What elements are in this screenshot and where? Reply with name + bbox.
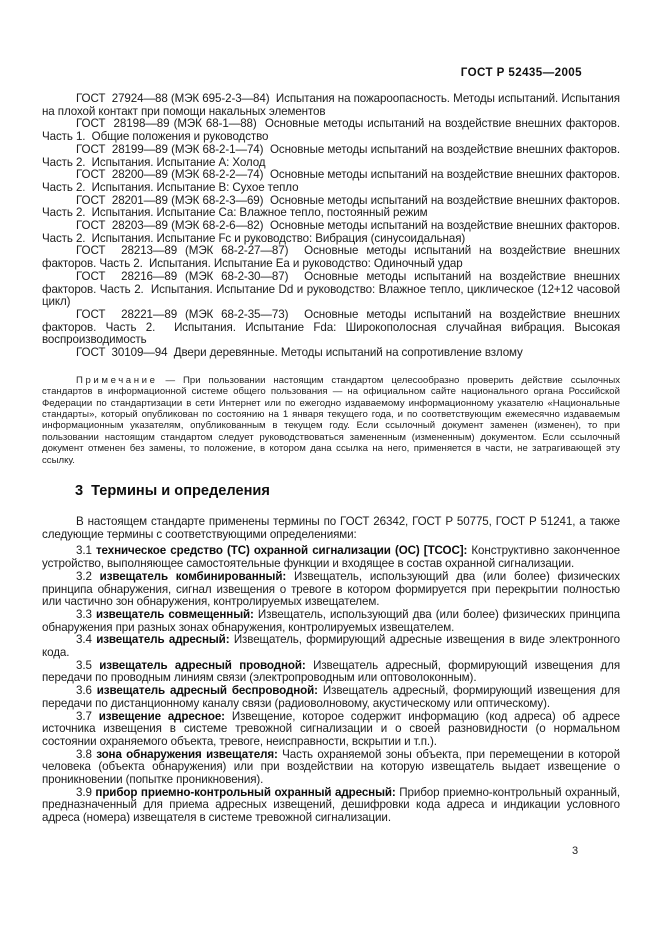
term-number: 3.5 [76,658,92,672]
term-number: 3.6 [76,684,92,698]
term-item [42,609,620,634]
reference-item: ГОСТ 28216—89 (МЭК 68-2-30—87) Основные методы испытаний на воздействие внешних факторов. Часть 2. Испытания. Испытание Dd и руководство: Влажное тепло, циклическое (12+12 часовой цикл) [42,269,620,309]
term-item [42,634,620,659]
running-header: ГОСТ Р 52435—2005 [460,66,582,79]
term-item [42,749,620,787]
term-item [42,660,620,685]
term-number: 3.8 [76,747,92,761]
reference-item: ГОСТ 28201—89 (МЭК 68-2-3—69) Основные методы испытаний на воздействие внешних факторов. Часть 2. Испытания. Испытание Са: Влажное тепло, постоянный режим [42,193,620,220]
term-item [42,787,620,825]
page-number: 3 [572,845,579,857]
term-number: 3.4 [76,633,92,647]
term-name: зона обнаружения извещателя: [96,747,278,761]
note-label: Примечание [76,374,158,386]
terms-intro: В настоящем стандарте применены термины по ГОСТ 26342, ГОСТ Р 50775, ГОСТ Р 51241, а также следующие термины с соответствующими определениями: [42,515,620,541]
reference-item: ГОСТ 28221—89 (МЭК 68-2-35—73) Основные методы испытаний на воздействие внешних факторов. Часть 2. Испытания. Испытание Fda: Широкополосная случайная вибрация. Высокая воспроизводимость [42,307,620,347]
term-item [42,711,620,749]
reference-item: ГОСТ 28200—89 (МЭК 68-2-2—74) Основные методы испытаний на воздействие внешних факторов. Часть 2. Испытания. Испытание В: Сухое тепло [42,168,620,194]
term-definition: Извещатель адресный, формирующий извещения для передачи по проводным линиям связи (электропроводным или оптоволоконным). [42,658,621,685]
section-heading [42,482,620,501]
note-text: — При пользовании настоящим стандартом целесообразно проверить действие ссылочных стандартов в информационной системе общего пользования — на официальном сайте национального органа Российской Федерации по стандартизации в сети Интернет или по ежегодно издаваемому информационному указателю «Национальные стандарты», который опубликован по состоянию на 1 января текущего года, и по соответствующим ежемесячно издаваемым информационным указателям, опубликованным в текущем году. Если ссылочный документ заменен (изменен), то при пользовании настоящим стандартом следует руководствоваться замененным (измененным) документом. Если ссылочный документ отменен без замены, то положение, в котором дана ссылка на него, применяется в части, не затрагивающей эту ссылку. [42,374,621,466]
reference-item: ГОСТ 28213—89 (МЭК 68-2-27—87) Основные методы испытаний на воздействие внешних факторов. Часть 2. Испытания. Испытание Еа и руководство: Одиночный удар [42,244,620,271]
term-definition: Извещатель, формирующий адресные извещения в виде электронного кода. [42,633,620,660]
term-name: извещатель адресный: [96,633,230,647]
term-definition: Извещение, которое содержит информацию (код адреса) об адресе источника извещения в системе тревожной сигнализации и о своей разновидности (о нормальном состоянии охраняемого объекта, тревоге, неисправности, вскрытии и т.п.). [42,709,621,748]
section-title: Термины и определения [91,483,270,500]
reference-item: ГОСТ 30109—94 Двери деревянные. Методы испытаний на сопротивление взлому [76,346,523,360]
note-paragraph [42,375,620,466]
reference-item: ГОСТ 27924—88 (МЭК 695-2-3—84) Испытания на пожароопасность. Методы испытаний. Испытания на плохой контакт при помощи накальных элементов [42,92,620,118]
term-name: техническое средство (ТС) охранной сигнализации (ОС) [ТСОС]: [95,544,468,558]
term-definition: Конструктивно законченное устройство, выполняющее самостоятельные функции и входящее в состав охранной сигнализации. [42,544,620,571]
term-definition: Извещатель, использующий два (или более) физических принципа обнаружения при разных зонах обнаружения, контролируемых извещателем. [42,607,621,634]
term-item [42,545,620,570]
term-name: извещатель комбинированный: [99,569,287,583]
term-number: 3.7 [76,709,92,723]
section-number: 3 [75,483,84,500]
reference-item: ГОСТ 28198—89 (МЭК 68-1—88) Основные методы испытаний на воздействие внешних факторов. Часть 1. Общие положения и руководство [42,117,620,144]
term-name: извещатель адресный проводной: [99,658,306,672]
term-definition: Извещатель адресный, формирующий извещения для передачи по дистанционному каналу связи (радиоволновому, акустическому или оптическому). [42,684,621,710]
term-name: извещатель адресный беспроводной: [96,684,318,698]
term-item [42,571,620,609]
term-definition: Извещатель, использующий два (или более) физических принципа обнаружения, сигнал извещения о тревоге в котором формируется при перекрытии полностью или частично зон обнаружения, контролируемых извещателем. [42,569,621,609]
reference-item: ГОСТ 28203—89 (МЭК 68-2-6—82) Основные методы испытаний на воздействие внешних факторов. Часть 2. Испытания. Испытание Fc и руководство: Вибрация (синусоидальная) [42,219,620,245]
term-name: извещатель совмещенный: [95,607,254,621]
term-number: 3.1 [76,544,92,558]
term-name: извещение адресное: [98,709,225,723]
term-definition: Прибор приемно-контрольный охранный, предназначенный для приема адресных извещений, дешифровки кода адреса и индикации условного адреса (номера) извещателя в системе тревожной сигнализации. [42,785,621,825]
term-item [42,685,620,710]
term-definition: Часть охраняемой зоны объекта, при перемещении в которой человека (объекта обнаружения) или при воздействии на которую извещатель выдает извещение о проникновении (попытке проникновения). [42,747,621,787]
page-content [42,93,620,825]
reference-item: ГОСТ 28199—89 (МЭК 68-2-1—74) Основные методы испытаний на воздействие внешних факторов. Часть 2. Испытания. Испытание А: Холод [42,142,620,169]
term-number: 3.2 [76,569,92,583]
term-name: прибор приемно-контрольный охранный адресный: [95,785,396,799]
term-number: 3.3 [76,607,92,621]
term-number: 3.9 [76,785,92,799]
